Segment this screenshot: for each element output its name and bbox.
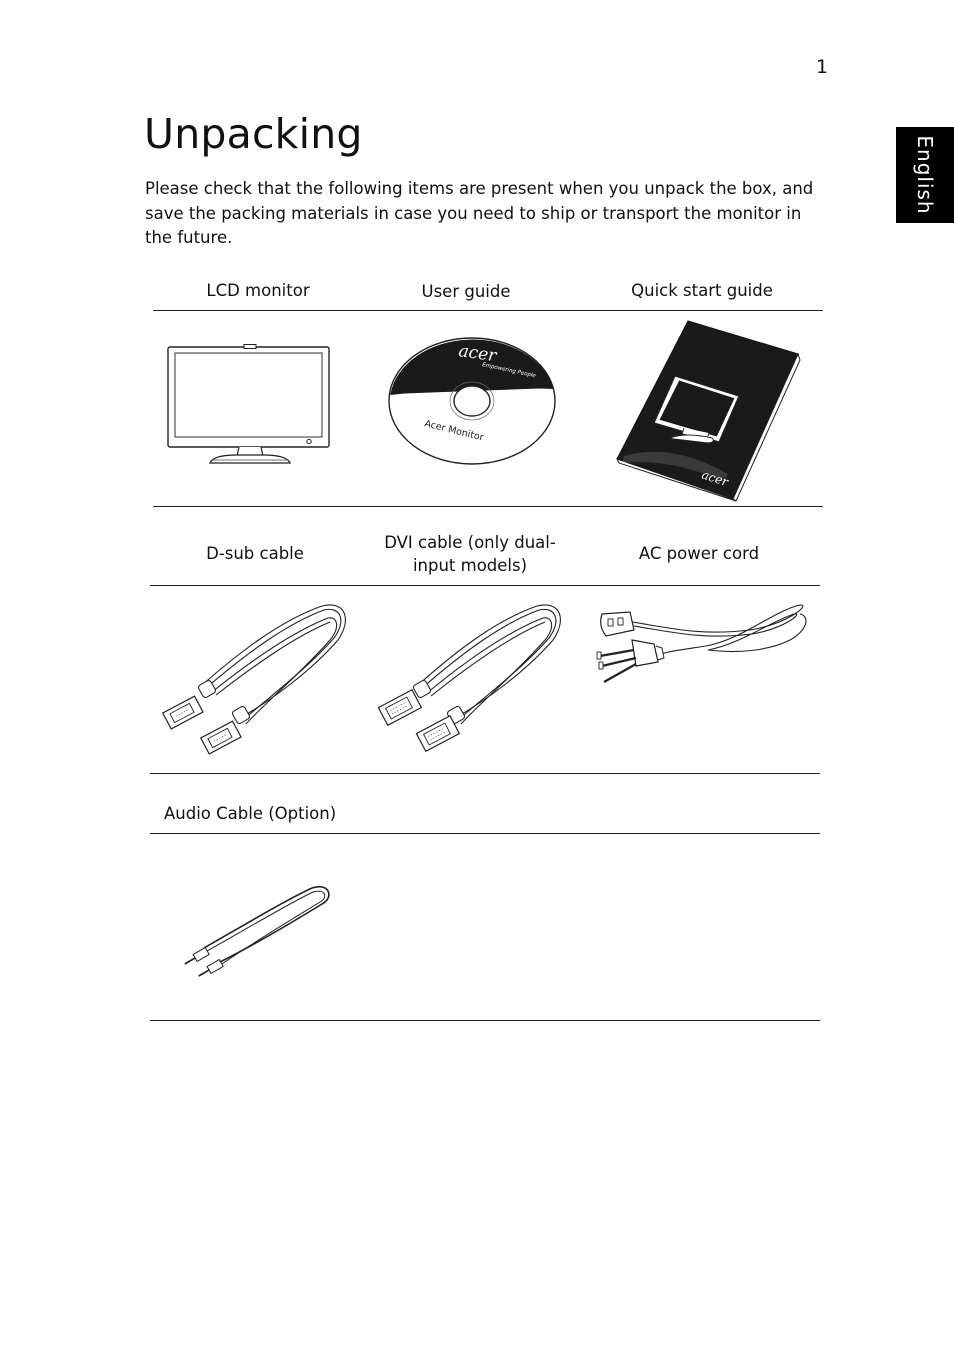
label-lcd-monitor: LCD monitor (206, 281, 310, 300)
ac-power-cord-illustration (590, 600, 815, 695)
lcd-monitor-illustration (165, 342, 335, 470)
label-audio-cable: Audio Cable (Option) (164, 804, 337, 823)
guide-brand: acer (700, 467, 730, 490)
disc-brand: acer (457, 341, 498, 367)
user-guide-disc-illustration (386, 336, 558, 470)
language-tab (896, 127, 954, 223)
quick-start-guide-illustration (612, 318, 802, 503)
page-title: Unpacking (144, 110, 363, 158)
page-number: 1 (816, 56, 829, 78)
intro-paragraph: Please check that the following items are present when you unpack the box, and save the packing materials in case you need to ship or transport the monitor in the future. (145, 179, 814, 247)
dsub-cable-illustration (162, 600, 352, 755)
label-user-guide: User guide (421, 282, 511, 301)
divider (150, 585, 820, 586)
divider (153, 506, 823, 507)
audio-cable-illustration (186, 884, 336, 980)
language-tab-label: English (913, 135, 937, 215)
label-quick-start-guide: Quick start guide (631, 281, 773, 300)
disc-tagline: Empowering People (481, 362, 537, 380)
disc-label: Acer Monitor (423, 418, 485, 444)
divider (153, 310, 823, 311)
divider (150, 833, 820, 834)
label-dvi-cable: DVI cable (only dual-input models) (384, 533, 556, 575)
dvi-cable-illustration (377, 598, 567, 753)
divider (150, 1020, 820, 1021)
label-dsub-cable: D-sub cable (206, 544, 304, 563)
label-ac-power-cord: AC power cord (638, 544, 760, 563)
divider (150, 773, 820, 774)
